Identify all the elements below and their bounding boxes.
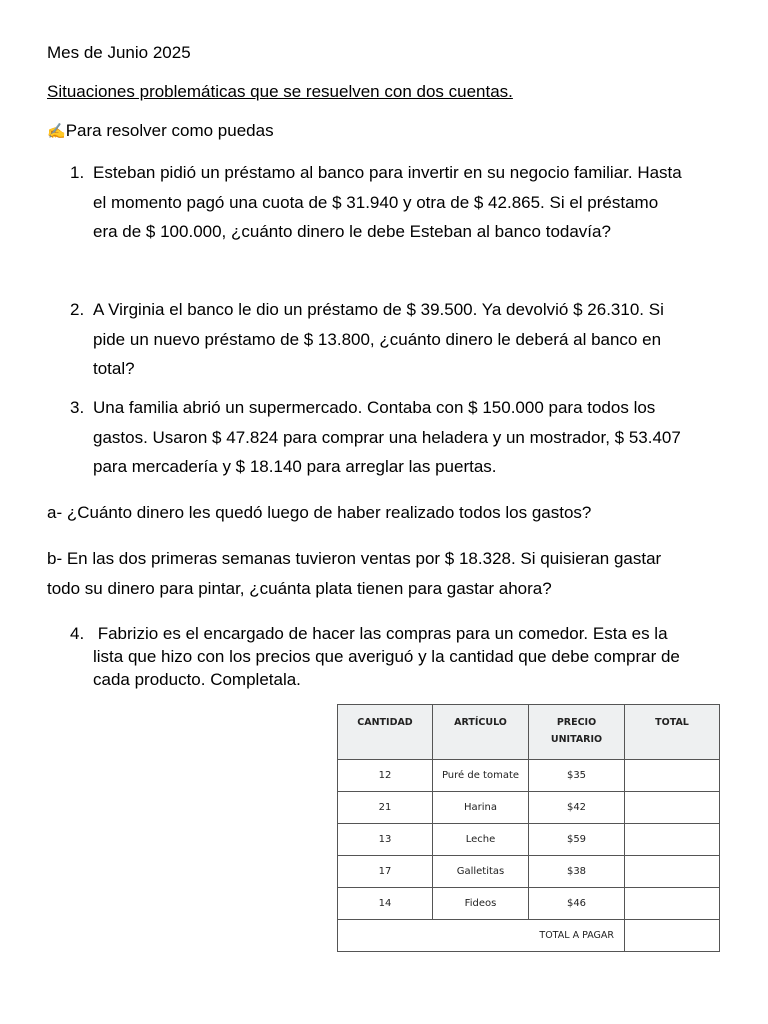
table-header-row bbox=[338, 705, 720, 760]
subquestion-a: a- ¿Cuánto dinero les quedó luego de haber realizado todos los gastos? bbox=[47, 503, 592, 522]
subquestion-b bbox=[47, 544, 737, 603]
cell-precio: $38 bbox=[529, 856, 625, 888]
cell-total[interactable] bbox=[625, 856, 720, 888]
page-title: Situaciones problemáticas que se resuelven con dos cuentas. bbox=[47, 82, 513, 101]
table-row bbox=[338, 792, 720, 824]
header-total: TOTAL bbox=[625, 705, 720, 760]
problem-line: cada producto. Completala. bbox=[93, 670, 301, 689]
cell-total[interactable] bbox=[625, 792, 720, 824]
problem-number: 1. bbox=[70, 163, 85, 182]
table-row bbox=[338, 824, 720, 856]
cell-cantidad: 14 bbox=[338, 888, 433, 920]
table-row bbox=[338, 888, 720, 920]
cell-precio: $59 bbox=[529, 824, 625, 856]
problem-line: Fabrizio es el encargado de hacer las compras para un comedor. Esta es la bbox=[93, 624, 668, 643]
problem-line: el momento pagó una cuota de $ 31.940 y otra de $ 42.865. Si el préstamo bbox=[93, 192, 659, 212]
header-articulo: ARTÍCULO bbox=[433, 705, 529, 760]
table-row bbox=[338, 760, 720, 792]
cell-precio: $35 bbox=[529, 760, 625, 792]
problem-line: para mercadería y $ 18.140 para arreglar las puertas. bbox=[93, 457, 497, 476]
problem-number: 4. bbox=[70, 624, 85, 643]
date-line: Mes de Junio 2025 bbox=[47, 43, 191, 62]
cell-total[interactable] bbox=[625, 824, 720, 856]
cell-cantidad: 12 bbox=[338, 760, 433, 792]
cell-precio: $46 bbox=[529, 888, 625, 920]
problem-line: pide un nuevo préstamo de $ 13.800, ¿cuánto dinero le deberá al banco en bbox=[93, 329, 662, 349]
cell-total[interactable] bbox=[625, 760, 720, 792]
cell-cantidad: 13 bbox=[338, 824, 433, 856]
subquestion-line: b- En las dos primeras semanas tuvieron ventas por $ 18.328. Si quisieran gastar bbox=[47, 549, 662, 568]
problem-line: era de $ 100.000, ¿cuánto dinero le debe Esteban al banco todavía? bbox=[93, 222, 611, 241]
header-precio-line: PRECIO bbox=[556, 717, 597, 728]
cell-articulo: Puré de tomate bbox=[433, 760, 529, 792]
header-precio-unitario bbox=[529, 705, 625, 760]
header-precio-line: UNITARIO bbox=[550, 734, 603, 745]
writing-hand-icon: ✍ bbox=[47, 123, 66, 140]
instruction-text: Para resolver como puedas bbox=[65, 121, 274, 140]
cell-precio: $42 bbox=[529, 792, 625, 824]
cell-articulo: Leche bbox=[433, 824, 529, 856]
problem-line: A Virginia el banco le dio un préstamo de $ 39.500. Ya devolvió $ 26.310. Si bbox=[93, 300, 664, 319]
total-a-pagar-value[interactable] bbox=[625, 920, 720, 952]
problem-number: 2. bbox=[70, 300, 85, 319]
total-a-pagar-label: TOTAL A PAGAR bbox=[338, 920, 625, 952]
cell-total[interactable] bbox=[625, 888, 720, 920]
subquestion-line: todo su dinero para pintar, ¿cuánta plata tienen para gastar ahora? bbox=[47, 578, 552, 598]
problem-line: total? bbox=[93, 359, 135, 378]
cell-cantidad: 17 bbox=[338, 856, 433, 888]
problem-line: lista que hizo con los precios que averiguó y la cantidad que debe comprar de bbox=[93, 647, 680, 666]
instruction-line bbox=[47, 121, 274, 141]
problem-line: Una familia abrió un supermercado. Contaba con $ 150.000 para todos los bbox=[93, 398, 656, 417]
shopping-list-table bbox=[337, 704, 720, 952]
total-row bbox=[338, 920, 720, 952]
problem-number: 3. bbox=[70, 398, 85, 417]
cell-articulo: Galletitas bbox=[433, 856, 529, 888]
table-row bbox=[338, 856, 720, 888]
header-cantidad: CANTIDAD bbox=[338, 705, 433, 760]
cell-articulo: Fideos bbox=[433, 888, 529, 920]
problem-line: Esteban pidió un préstamo al banco para invertir en su negocio familiar. Hasta bbox=[93, 163, 682, 182]
cell-articulo: Harina bbox=[433, 792, 529, 824]
problem-line: gastos. Usaron $ 47.824 para comprar una heladera y un mostrador, $ 53.407 bbox=[93, 427, 681, 447]
cell-cantidad: 21 bbox=[338, 792, 433, 824]
